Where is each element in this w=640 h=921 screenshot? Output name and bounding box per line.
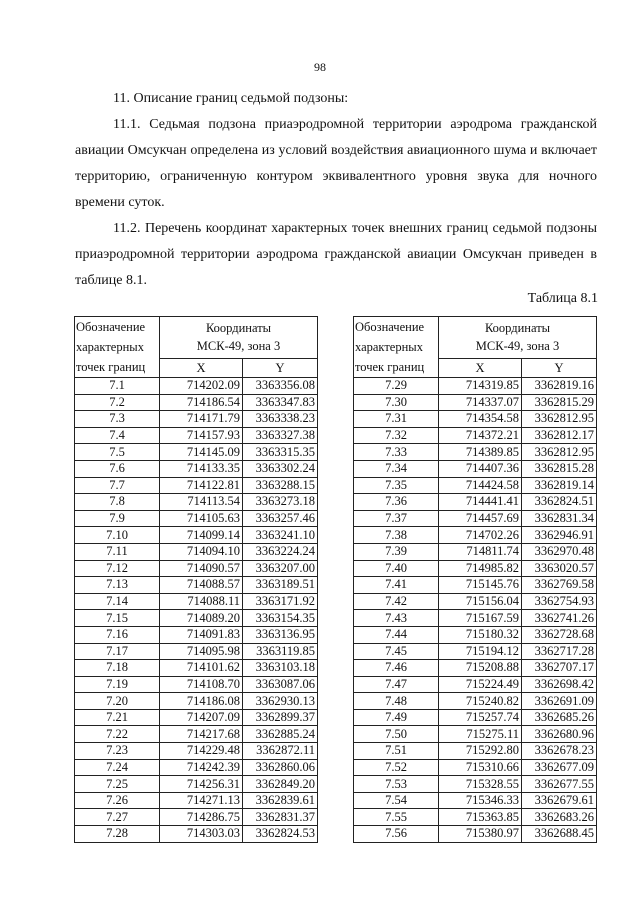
y-coordinate: 3362815.28: [522, 460, 597, 477]
x-coordinate: 714337.07: [439, 394, 522, 411]
x-coordinate: 714091.83: [160, 626, 243, 643]
point-designation: 7.48: [354, 693, 439, 710]
point-designation: 7.15: [75, 610, 160, 627]
y-coordinate: 3363338.23: [243, 411, 318, 428]
page-number: 98: [314, 60, 326, 74]
designation-header-line: характерных: [355, 340, 423, 354]
x-coordinate: 714090.57: [160, 560, 243, 577]
table-row: [354, 643, 597, 660]
x-coordinate: 714108.70: [160, 676, 243, 693]
point-designation: 7.29: [354, 378, 439, 395]
x-coordinate: 714702.26: [439, 527, 522, 544]
x-coordinate: 715310.66: [439, 759, 522, 776]
table-row: [354, 726, 597, 743]
coordinates-header-line: Координаты: [484, 321, 551, 336]
y-coordinate: 3362754.93: [522, 593, 597, 610]
y-coordinate: 3362812.95: [522, 411, 597, 428]
x-coordinate: 714229.48: [160, 743, 243, 760]
x-coordinate: 714145.09: [160, 444, 243, 461]
table-row: [354, 543, 597, 560]
table-row: [354, 444, 597, 461]
y-coordinate: 3362839.61: [243, 792, 318, 809]
y-coordinate: 3363020.57: [522, 560, 597, 577]
y-coordinate: 3362677.55: [522, 776, 597, 793]
y-coordinate: 3363241.10: [243, 527, 318, 544]
table-row: [75, 378, 318, 395]
table-row: [75, 610, 318, 627]
table-row: [75, 460, 318, 477]
point-designation: 7.21: [75, 709, 160, 726]
table-row: [75, 527, 318, 544]
y-coordinate: 3362683.26: [522, 809, 597, 826]
x-coordinate: 714105.63: [160, 510, 243, 527]
table-row: [354, 427, 597, 444]
y-coordinate: 3363189.51: [243, 577, 318, 594]
table-row: [75, 427, 318, 444]
point-designation: 7.55: [354, 809, 439, 826]
y-coordinate: 3362812.17: [522, 427, 597, 444]
y-coordinate: 3362899.37: [243, 709, 318, 726]
table-row: [354, 693, 597, 710]
table-row: [75, 743, 318, 760]
x-coordinate: 714354.58: [439, 411, 522, 428]
point-designation: 7.39: [354, 543, 439, 560]
point-designation: 7.28: [75, 826, 160, 843]
y-coordinate: 3363154.35: [243, 610, 318, 627]
point-designation: 7.50: [354, 726, 439, 743]
point-designation: 7.43: [354, 610, 439, 627]
point-designation: 7.1: [75, 378, 160, 395]
x-coordinate: 715275.11: [439, 726, 522, 743]
x-coordinate: 714113.54: [160, 494, 243, 511]
table-row: [354, 577, 597, 594]
coordinates-table-left: [74, 316, 318, 843]
table-row: [354, 743, 597, 760]
table-row: [75, 626, 318, 643]
point-designation: 7.54: [354, 792, 439, 809]
x-coordinate: 714372.21: [439, 427, 522, 444]
table-row: [354, 660, 597, 677]
x-coordinate: 714256.31: [160, 776, 243, 793]
table-row: [75, 726, 318, 743]
x-coordinate: 714811.74: [439, 543, 522, 560]
table-row: [75, 477, 318, 494]
x-coordinate: 714186.08: [160, 693, 243, 710]
point-designation: 7.24: [75, 759, 160, 776]
table-row: [75, 593, 318, 610]
y-coordinate: 3363288.15: [243, 477, 318, 494]
point-designation: 7.32: [354, 427, 439, 444]
x-coordinate: 714101.62: [160, 660, 243, 677]
designation-header-line: Обозначение: [355, 320, 425, 334]
designation-header: [75, 317, 160, 378]
x-coordinate: 715208.88: [439, 660, 522, 677]
point-designation: 7.35: [354, 477, 439, 494]
x-coordinate: 715328.55: [439, 776, 522, 793]
table-row: [75, 510, 318, 527]
y-coordinate: 3362678.23: [522, 743, 597, 760]
y-column-header: Y: [243, 358, 318, 377]
point-designation: 7.11: [75, 543, 160, 560]
table-row: [75, 643, 318, 660]
x-coordinate: 714303.03: [160, 826, 243, 843]
point-designation: 7.38: [354, 527, 439, 544]
coordinates-header-line: МСК-49, зона 3: [196, 339, 281, 354]
x-coordinate: 714242.39: [160, 759, 243, 776]
y-coordinate: 3362677.09: [522, 759, 597, 776]
table-row: [75, 444, 318, 461]
y-coordinate: 3363356.08: [243, 378, 318, 395]
table-row: [75, 809, 318, 826]
coordinates-header: [160, 317, 318, 359]
y-coordinate: 3362698.42: [522, 676, 597, 693]
table-row: [354, 527, 597, 544]
table-row: [354, 394, 597, 411]
y-coordinate: 3362930.13: [243, 693, 318, 710]
table-row: [75, 776, 318, 793]
table-row: [354, 477, 597, 494]
point-designation: 7.31: [354, 411, 439, 428]
x-coordinate: 714089.20: [160, 610, 243, 627]
y-coordinate: 3362819.14: [522, 477, 597, 494]
x-coordinate: 714389.85: [439, 444, 522, 461]
table-row: [354, 560, 597, 577]
point-designation: 7.16: [75, 626, 160, 643]
y-coordinate: 3363315.35: [243, 444, 318, 461]
table-row: [354, 610, 597, 627]
x-coordinate: 714424.58: [439, 477, 522, 494]
x-coordinate: 715380.97: [439, 826, 522, 843]
x-coordinate: 715156.04: [439, 593, 522, 610]
y-coordinate: 3363302.24: [243, 460, 318, 477]
y-coordinate: 3363327.38: [243, 427, 318, 444]
y-coordinate: 3362728.68: [522, 626, 597, 643]
section-heading: 11. Описание границ седьмой подзоны:: [113, 91, 349, 106]
coordinates-header: [439, 317, 597, 359]
designation-header-line: точек границ: [76, 360, 146, 374]
point-designation: 7.34: [354, 460, 439, 477]
table-caption: Таблица 8.1: [527, 291, 598, 306]
x-coordinate: 714271.13: [160, 792, 243, 809]
table-row: [354, 378, 597, 395]
point-designation: 7.41: [354, 577, 439, 594]
coordinates-table-right: [353, 316, 597, 843]
y-coordinate: 3362815.29: [522, 394, 597, 411]
coordinates-header-line: Координаты: [205, 321, 272, 336]
y-coordinate: 3363207.00: [243, 560, 318, 577]
y-coordinate: 3363273.18: [243, 494, 318, 511]
y-coordinate: 3362824.51: [522, 494, 597, 511]
table-row: [75, 543, 318, 560]
point-designation: 7.7: [75, 477, 160, 494]
point-designation: 7.22: [75, 726, 160, 743]
table-row: [75, 577, 318, 594]
point-designation: 7.56: [354, 826, 439, 843]
y-coordinate: 3362970.48: [522, 543, 597, 560]
point-designation: 7.26: [75, 792, 160, 809]
designation-header-line: точек границ: [355, 360, 425, 374]
x-coordinate: 714088.11: [160, 593, 243, 610]
y-coordinate: 3362688.45: [522, 826, 597, 843]
x-column-header: X: [160, 358, 243, 377]
point-designation: 7.52: [354, 759, 439, 776]
x-coordinate: 714088.57: [160, 577, 243, 594]
table-row: [354, 792, 597, 809]
point-designation: 7.14: [75, 593, 160, 610]
y-coordinate: 3362860.06: [243, 759, 318, 776]
x-coordinate: 715224.49: [439, 676, 522, 693]
x-coordinate: 715145.76: [439, 577, 522, 594]
y-coordinate: 3362707.17: [522, 660, 597, 677]
table-row: [354, 676, 597, 693]
x-coordinate: 715194.12: [439, 643, 522, 660]
point-designation: 7.49: [354, 709, 439, 726]
point-designation: 7.5: [75, 444, 160, 461]
x-coordinate: 714122.81: [160, 477, 243, 494]
table-row: [75, 394, 318, 411]
table-row: [75, 411, 318, 428]
point-designation: 7.44: [354, 626, 439, 643]
table-row: [354, 460, 597, 477]
x-coordinate: 714319.85: [439, 378, 522, 395]
x-coordinate: 714207.09: [160, 709, 243, 726]
point-designation: 7.6: [75, 460, 160, 477]
x-coordinate: 714202.09: [160, 378, 243, 395]
paragraph-11-1: 11.1. Седьмая подзона приаэродромной территории аэродрома гражданской авиации Омсукчан определена из условий воздействия авиационного шума и включает территорию, ограниченную контуром эквивалентного уровня звука для ночного времени суток.: [75, 117, 597, 210]
designation-header-line: Обозначение: [76, 320, 146, 334]
point-designation: 7.51: [354, 743, 439, 760]
designation-header: [354, 317, 439, 378]
point-designation: 7.19: [75, 676, 160, 693]
y-coordinate: 3362872.11: [243, 743, 318, 760]
y-coordinate: 3363224.24: [243, 543, 318, 560]
x-coordinate: 715257.74: [439, 709, 522, 726]
x-coordinate: 715292.80: [439, 743, 522, 760]
point-designation: 7.23: [75, 743, 160, 760]
table-row: [354, 494, 597, 511]
point-designation: 7.53: [354, 776, 439, 793]
x-coordinate: 714286.75: [160, 809, 243, 826]
x-coordinate: 714095.98: [160, 643, 243, 660]
point-designation: 7.25: [75, 776, 160, 793]
x-coordinate: 714157.93: [160, 427, 243, 444]
table-row: [75, 792, 318, 809]
y-coordinate: 3362680.96: [522, 726, 597, 743]
x-coordinate: 715167.59: [439, 610, 522, 627]
table-row: [75, 826, 318, 843]
point-designation: 7.20: [75, 693, 160, 710]
y-coordinate: 3362849.20: [243, 776, 318, 793]
y-coordinate: 3363257.46: [243, 510, 318, 527]
y-coordinate: 3363103.18: [243, 660, 318, 677]
y-coordinate: 3363087.06: [243, 676, 318, 693]
point-designation: 7.47: [354, 676, 439, 693]
table-row: [354, 411, 597, 428]
point-designation: 7.12: [75, 560, 160, 577]
table-row: [354, 759, 597, 776]
y-coordinate: 3362717.28: [522, 643, 597, 660]
table-row: [354, 626, 597, 643]
y-coordinate: 3362741.26: [522, 610, 597, 627]
x-coordinate: 714985.82: [439, 560, 522, 577]
point-designation: 7.18: [75, 660, 160, 677]
point-designation: 7.4: [75, 427, 160, 444]
y-coordinate: 3363119.85: [243, 643, 318, 660]
x-coordinate: 714171.79: [160, 411, 243, 428]
y-coordinate: 3363171.92: [243, 593, 318, 610]
y-coordinate: 3362824.53: [243, 826, 318, 843]
table-row: [75, 759, 318, 776]
table-row: [354, 826, 597, 843]
x-coordinate: 714099.14: [160, 527, 243, 544]
table-row: [354, 776, 597, 793]
y-column-header: Y: [522, 358, 597, 377]
y-coordinate: 3362831.37: [243, 809, 318, 826]
coordinates-header-line: МСК-49, зона 3: [475, 339, 560, 354]
point-designation: 7.8: [75, 494, 160, 511]
table-row: [354, 510, 597, 527]
point-designation: 7.45: [354, 643, 439, 660]
x-coordinate: 715346.33: [439, 792, 522, 809]
y-coordinate: 3362685.26: [522, 709, 597, 726]
y-coordinate: 3362679.61: [522, 792, 597, 809]
table-row: [75, 494, 318, 511]
coordinates-body-right: [354, 378, 597, 843]
point-designation: 7.9: [75, 510, 160, 527]
x-coordinate: 714217.68: [160, 726, 243, 743]
x-coordinate: 715363.85: [439, 809, 522, 826]
table-row: [75, 660, 318, 677]
y-coordinate: 3362812.95: [522, 444, 597, 461]
point-designation: 7.3: [75, 411, 160, 428]
table-row: [75, 693, 318, 710]
y-coordinate: 3362691.09: [522, 693, 597, 710]
x-coordinate: 714441.41: [439, 494, 522, 511]
y-coordinate: 3362946.91: [522, 527, 597, 544]
point-designation: 7.17: [75, 643, 160, 660]
point-designation: 7.40: [354, 560, 439, 577]
point-designation: 7.46: [354, 660, 439, 677]
table-row: [75, 676, 318, 693]
point-designation: 7.10: [75, 527, 160, 544]
table-row: [354, 809, 597, 826]
paragraph-11-2: 11.2. Перечень координат характерных точек внешних границ седьмой подзоны приаэродромной территории аэродрома гражданской авиации Омсукчан приведен в таблице 8.1.: [75, 221, 597, 288]
point-designation: 7.30: [354, 394, 439, 411]
point-designation: 7.27: [75, 809, 160, 826]
point-designation: 7.13: [75, 577, 160, 594]
x-coordinate: 714457.69: [439, 510, 522, 527]
point-designation: 7.42: [354, 593, 439, 610]
x-coordinate: 714407.36: [439, 460, 522, 477]
table-row: [354, 709, 597, 726]
x-coordinate: 714133.35: [160, 460, 243, 477]
point-designation: 7.37: [354, 510, 439, 527]
y-coordinate: 3362819.16: [522, 378, 597, 395]
x-coordinate: 714094.10: [160, 543, 243, 560]
y-coordinate: 3362831.34: [522, 510, 597, 527]
table-row: [75, 560, 318, 577]
x-column-header: X: [439, 358, 522, 377]
y-coordinate: 3362769.58: [522, 577, 597, 594]
y-coordinate: 3363347.83: [243, 394, 318, 411]
x-coordinate: 715180.32: [439, 626, 522, 643]
table-row: [75, 709, 318, 726]
point-designation: 7.2: [75, 394, 160, 411]
point-designation: 7.33: [354, 444, 439, 461]
x-coordinate: 714186.54: [160, 394, 243, 411]
point-designation: 7.36: [354, 494, 439, 511]
y-coordinate: 3362885.24: [243, 726, 318, 743]
x-coordinate: 715240.82: [439, 693, 522, 710]
y-coordinate: 3363136.95: [243, 626, 318, 643]
coordinates-body-left: [75, 378, 318, 843]
table-row: [354, 593, 597, 610]
designation-header-line: характерных: [76, 340, 144, 354]
